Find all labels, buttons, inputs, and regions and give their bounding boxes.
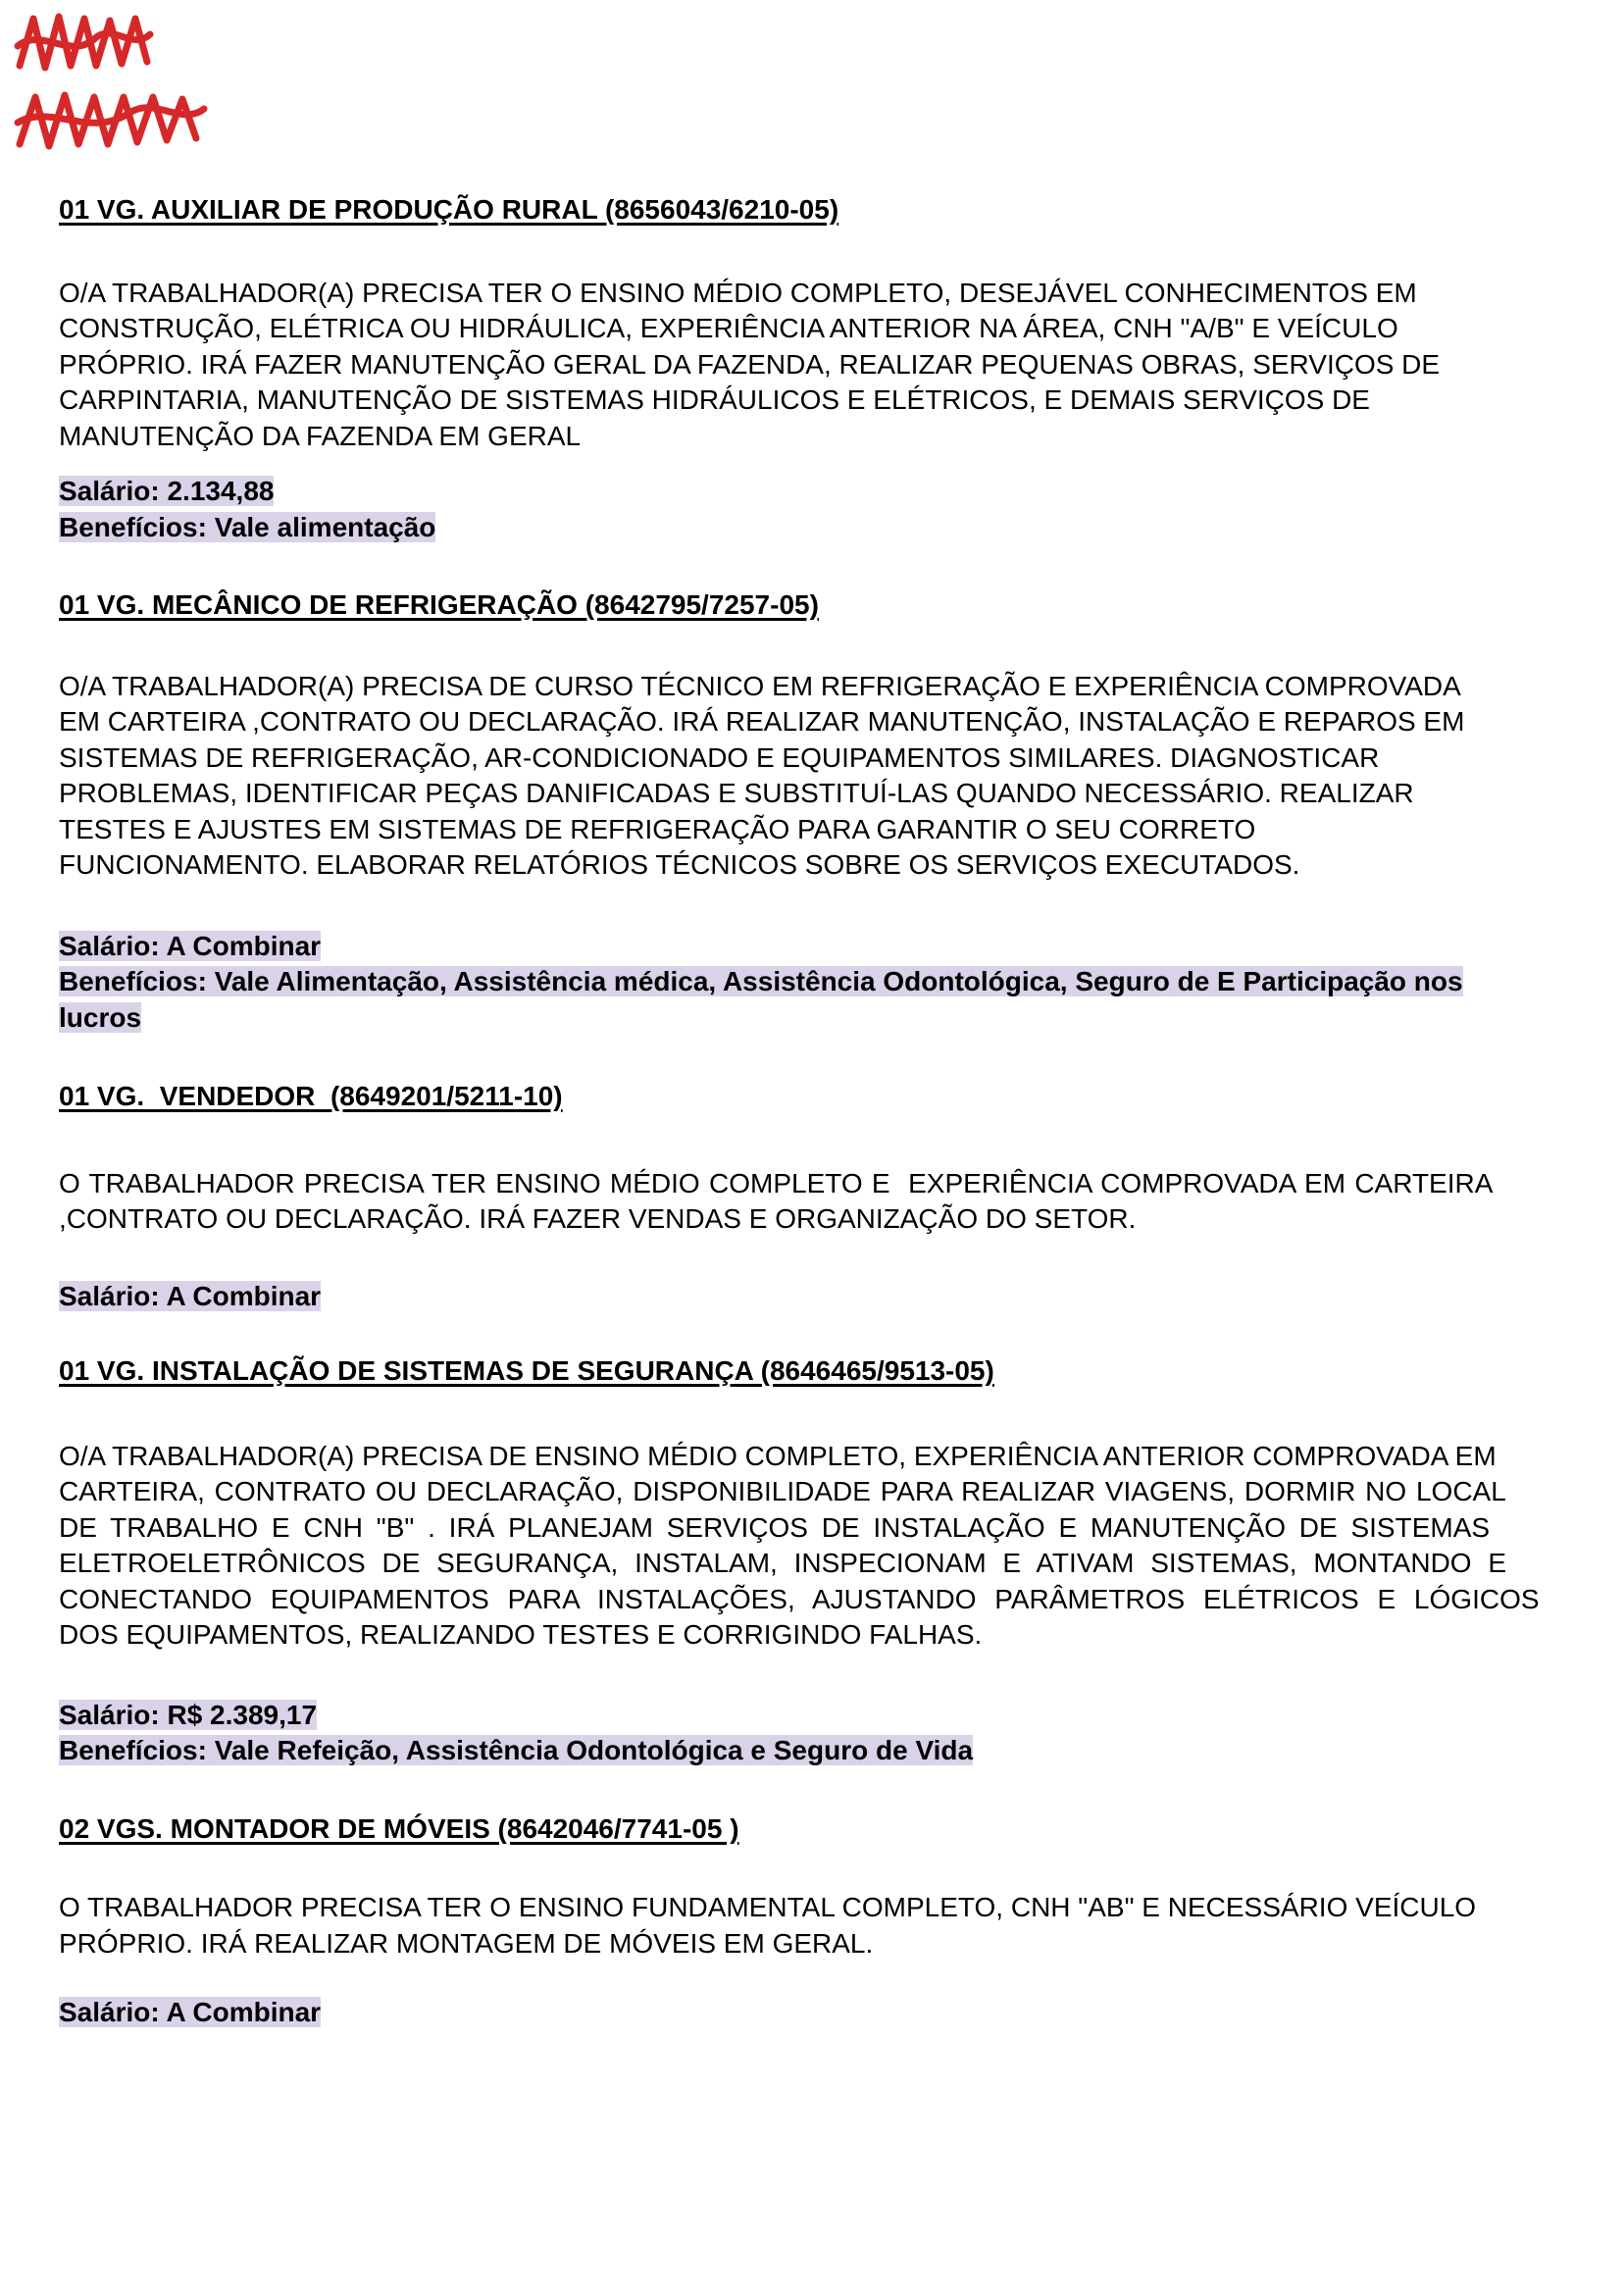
salary-line: Salário: A Combinar <box>59 1280 322 1311</box>
job-description: O/A TRABALHADOR(A) PRECISA DE CURSO TÉCNICO EM REFRIGERAÇÃO E EXPERIÊNCIA COMPROVADA EM CARTEIRA ,CONTRATO OU DECLARAÇÃO. IRÁ REALIZAR MANUTENÇÃO, INSTALAÇÃO E REPAROS EM SISTEMAS DE REFRIGERAÇÃO, AR-CONDICIONADO E EQUIPAMENTOS SIMILARES. DIAGNOSTICAR PROBLEMAS, IDENTIFICAR PEÇAS DANIFICADAS E SUBSTITUÍ-LAS QUANDO NECESSÁRIO. REALIZAR TESTES E AJUSTES EM SISTEMAS DE REFRIGERAÇÃO PARA GARANTIR O SEU CORRETO FUNCIONAMENTO. ELABORAR RELATÓRIOS TÉCNICOS SOBRE OS SERVIÇOS EXECUTADOS. <box>59 670 1465 880</box>
job-description: O/A TRABALHADOR(A) PRECISA DE ENSINO MÉDIO COMPLETO, EXPERIÊNCIA ANTERIOR COMPROVADA EM CARTEIRA, CONTRATO OU DECLARAÇÃO, DISPONIBILIDADE PARA REALIZAR VIAGENS, DORMIR NO LOCAL DE TRABALHO E CNH "B" . IRÁ PLANEJAM SERVIÇOS DE INSTALAÇÃO E MANUTENÇÃO DE SISTEMAS ELETROELETRÔNICOS DE SEGURANÇA, INSTALAM, INSPECIONAM E ATIVAM SISTEMAS, MONTANDO E CONECTANDO EQUIPAMENTOS PARA INSTALAÇÕES, AJUSTANDO PARÂMETROS ELÉTRICOS E LÓGICOS DOS EQUIPAMENTOS, REALIZANDO TESTES E CORRIGINDO FALHAS. <box>59 1440 1540 1650</box>
job-heading: 01 VG. MECÂNICO DE REFRIGERAÇÃO (8642795/7257-05) <box>59 589 819 620</box>
salary-line: Salário: R$ 2.389,17 <box>59 1699 318 1730</box>
salary-line: Salário: 2.134,88 <box>59 476 275 506</box>
benefits-line: Benefícios: Vale Alimentação, Assistência médica, Assistência Odontológica, Seguro de E Participação nos <box>59 966 1463 996</box>
job-heading: 01 VG. VENDEDOR (8649201/5211-10) <box>59 1081 563 1111</box>
salary-line: Salário: A Combinar <box>59 1997 322 2027</box>
job-description: O/A TRABALHADOR(A) PRECISA TER O ENSINO MÉDIO COMPLETO, DESEJÁVEL CONHECIMENTOS EM CONSTRUÇÃO, ELÉTRICA OU HIDRÁULICA, EXPERIÊNCIA ANTERIOR NA ÁREA, CNH "A/B" E VEÍCULO PRÓPRIO. IRÁ FAZER MANUTENÇÃO GERAL DA FAZENDA, REALIZAR PEQUENAS OBRAS, SERVIÇOS DE CARPINTARIA, MANUTENÇÃO DE SISTEMAS HIDRÁULICOS E ELÉTRICOS, E DEMAIS SERVIÇOS DE MANUTENÇÃO DA FAZENDA EM GERAL <box>59 277 1441 451</box>
benefits-line: Benefícios: Vale Refeição, Assistência Odontológica e Seguro de Vida <box>59 1735 974 1765</box>
job-heading: 01 VG. AUXILIAR DE PRODUÇÃO RURAL (8656043/6210-05) <box>59 194 839 225</box>
salary-benefits-block <box>59 929 1498 1037</box>
salary-benefits-block <box>59 1698 1498 1769</box>
salary-line: Salário: A Combinar <box>59 930 322 961</box>
job-description: O TRABALHADOR PRECISA TER ENSINO MÉDIO COMPLETO E EXPERIÊNCIA COMPROVADA EM CARTEIRA ,CONTRATO OU DECLARAÇÃO. IRÁ FAZER VENDAS E ORGANIZAÇÃO DO SETOR. <box>59 1167 1494 1234</box>
benefits-line: Benefícios: Vale alimentação <box>59 511 436 542</box>
job-heading: 02 VGS. MONTADOR DE MÓVEIS (8642046/7741-05 ) <box>59 1812 739 1844</box>
job-heading: 01 VG. INSTALAÇÃO DE SISTEMAS DE SEGURANÇA (8646465/9513-05) <box>59 1355 994 1386</box>
job-description: O TRABALHADOR PRECISA TER O ENSINO FUNDAMENTAL COMPLETO, CNH "AB" E NECESSÁRIO VEÍCULO PRÓPRIO. IRÁ REALIZAR MONTAGEM DE MÓVEIS EM GERAL. <box>59 1892 1477 1959</box>
salary-benefits-block <box>59 1279 1498 1315</box>
benefits-line: lucros <box>59 1001 142 1033</box>
salary-benefits-block <box>59 474 1498 545</box>
job-listings-document <box>59 0 1540 2031</box>
salary-benefits-block <box>59 1995 1498 2031</box>
